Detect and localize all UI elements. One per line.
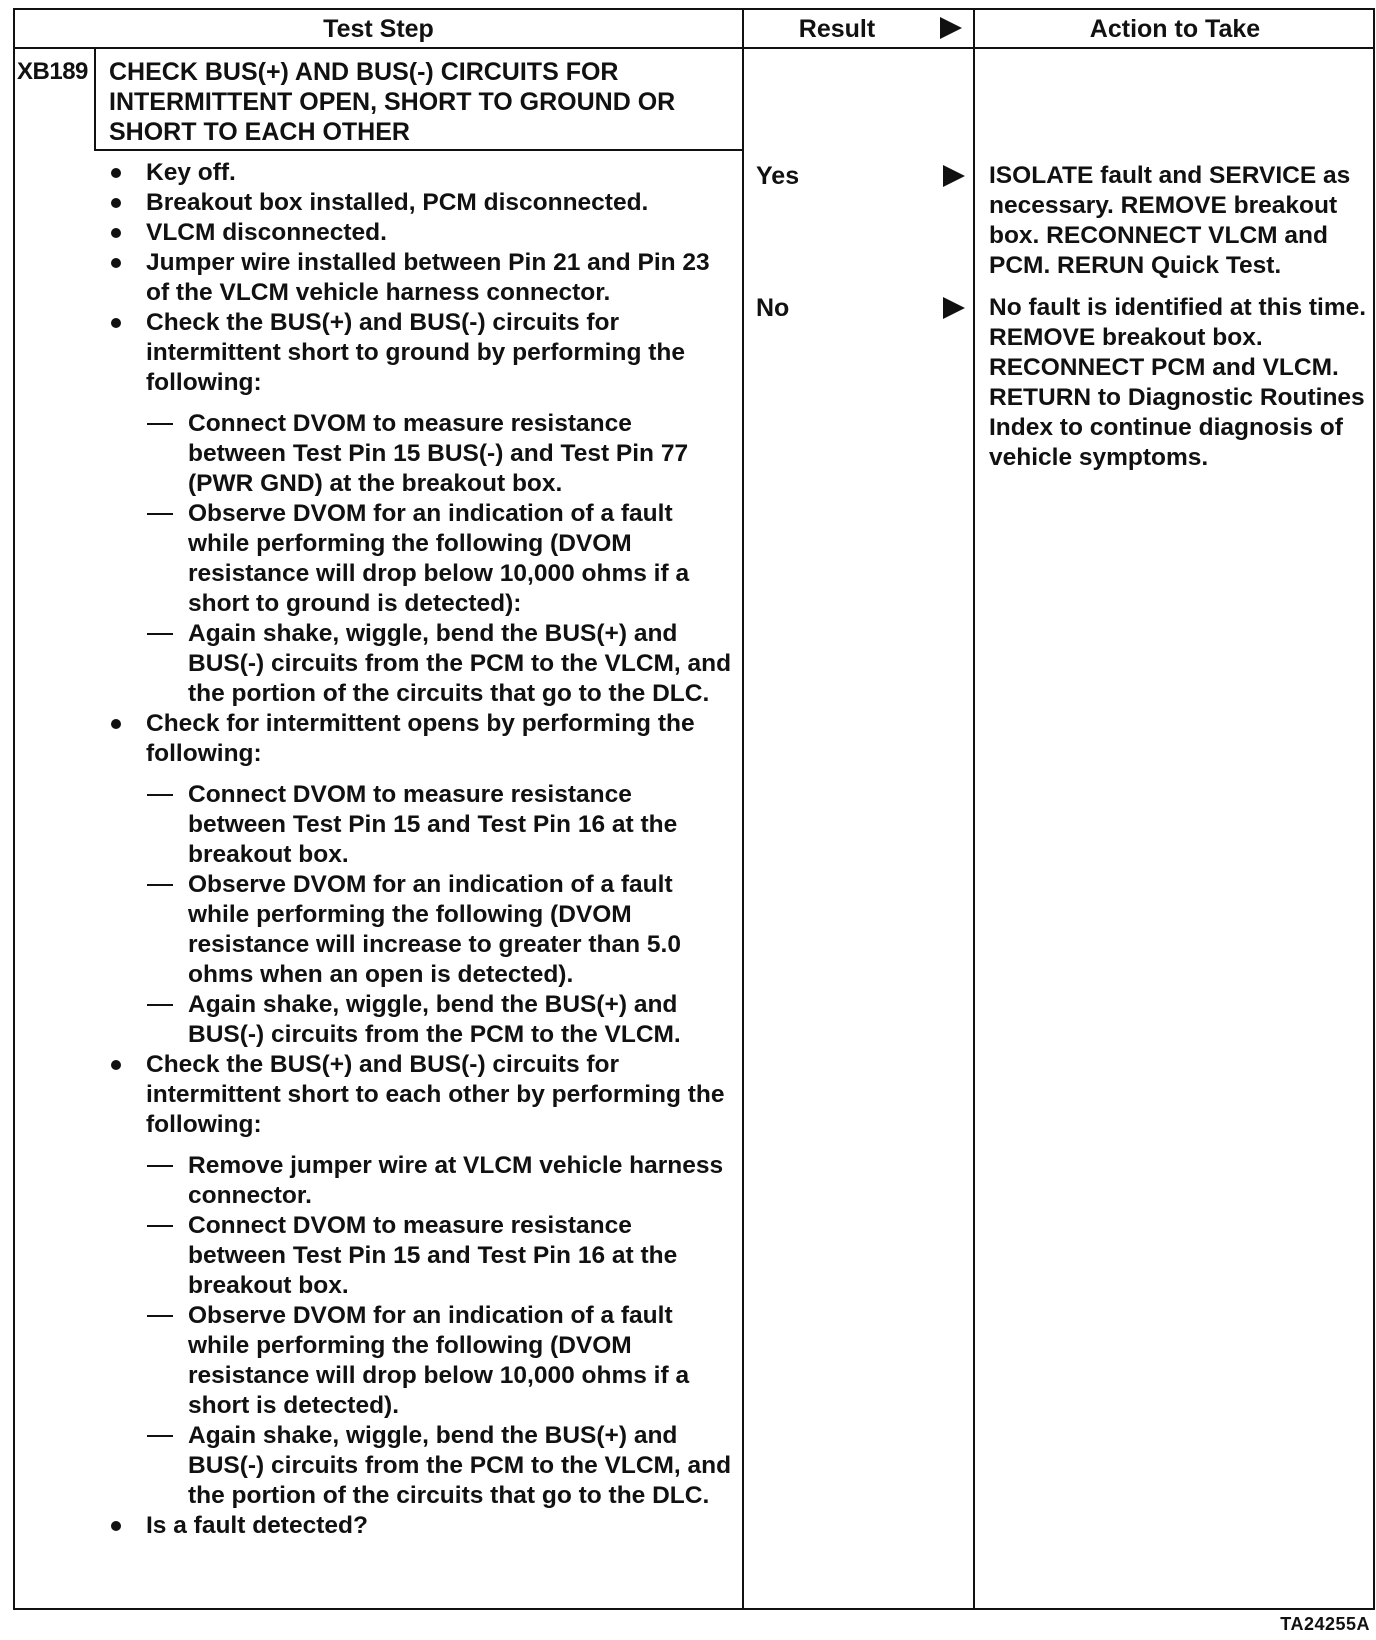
instruction-item: Check the BUS(+) and BUS(-) circuits for intermittent short to each other by performing the following: [93, 1050, 733, 1140]
column-divider-action [973, 10, 975, 1608]
step-title: CHECK BUS(+) AND BUS(-) CIRCUITS FOR INTERMITTENT OPEN, SHORT TO GROUND OR SHORT TO EACH OTHER [109, 58, 676, 146]
instruction-subitem: Remove jumper wire at VLCM vehicle harness connector. [93, 1151, 733, 1211]
instruction-item: Check the BUS(+) and BUS(-) circuits for intermittent short to ground by performing the following: [93, 308, 733, 398]
instruction-subitem: Again shake, wiggle, bend the BUS(+) and BUS(-) circuits from the PCM to the VLCM, and the portion of the circuits that go to the DLC. [93, 619, 733, 709]
instruction-subitem: Again shake, wiggle, bend the BUS(+) and BUS(-) circuits from the PCM to the VLCM, and the portion of the circuits that go to the DLC. [93, 1421, 733, 1511]
instruction-subitem: Connect DVOM to measure resistance between Test Pin 15 and Test Pin 16 at the breakout box. [93, 1211, 733, 1301]
instruction-item: Check for intermittent opens by performing the following: [93, 709, 733, 769]
header-action: Action to Take [1089, 15, 1261, 43]
instruction-question: Is a fault detected? [93, 1511, 733, 1541]
instruction-subitem: Observe DVOM for an indication of a fault while performing the following (DVOM resistance will drop below 10,000 ohms if a short to ground is detected): [93, 499, 733, 619]
instruction-subitem: Observe DVOM for an indication of a fault while performing the following (DVOM resistance will drop below 10,000 ohms if a short is detected). [93, 1301, 733, 1421]
action-yes: ISOLATE fault and SERVICE as necessary. REMOVE breakout box. RECONNECT VLCM and PCM. RERUN Quick Test. [989, 162, 1351, 279]
instruction-subitem: Observe DVOM for an indication of a fault while performing the following (DVOM resistance will increase to greater than 5.0 ohms when an open is detected). [93, 870, 733, 990]
header-result: Result [798, 15, 876, 43]
instruction-item: Key off. [93, 158, 733, 188]
instruction-item: VLCM disconnected. [93, 218, 733, 248]
result-yes-arrow-icon [943, 165, 965, 187]
instruction-item: Jumper wire installed between Pin 21 and Pin 23 of the VLCM vehicle harness connector. [93, 248, 733, 308]
column-divider-result [742, 10, 744, 1608]
instruction-list [93, 158, 733, 1541]
instruction-subitem: Again shake, wiggle, bend the BUS(+) and BUS(-) circuits from the PCM to the VLCM. [93, 990, 733, 1050]
step-id: XB189 [17, 58, 88, 85]
step-title-divider [94, 149, 744, 151]
instruction-subitem: Connect DVOM to measure resistance between Test Pin 15 and Test Pin 16 at the breakout box. [93, 780, 733, 870]
action-no: No fault is identified at this time. REMOVE breakout box. RECONNECT PCM and VLCM. RETURN to Diagnostic Routines Index to continue diagnosis of vehicle symptoms. [989, 294, 1367, 471]
header-test-step: Test Step [323, 15, 434, 43]
instruction-subitem: Connect DVOM to measure resistance between Test Pin 15 BUS(-) and Test Pin 77 (PWR GND) at the breakout box. [93, 409, 733, 499]
result-no-arrow-icon [943, 297, 965, 319]
result-no: No [756, 294, 790, 322]
diagnostic-table [13, 8, 1375, 1610]
step-id-divider [94, 47, 96, 150]
header-arrow-icon [940, 17, 962, 39]
instruction-item: Breakout box installed, PCM disconnected. [93, 188, 733, 218]
result-yes: Yes [756, 162, 800, 190]
figure-id: TA24255A [1280, 1614, 1370, 1634]
